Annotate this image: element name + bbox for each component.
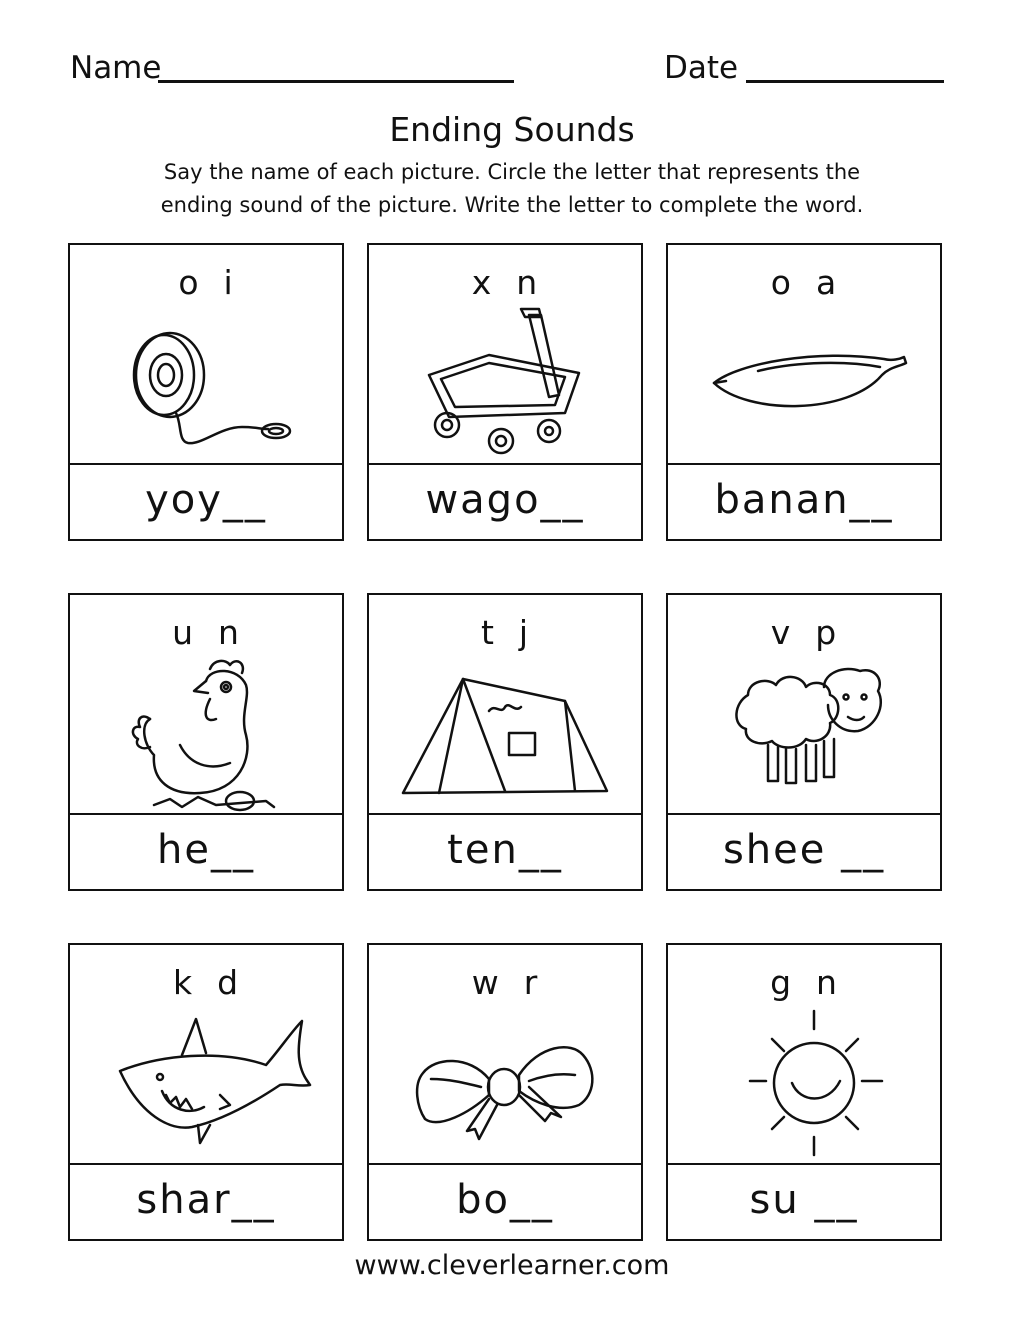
date-label: Date [664, 50, 739, 86]
card-tent [367, 593, 643, 891]
sheep-icon [668, 595, 940, 813]
letter-choice[interactable]: o [178, 263, 200, 302]
word-tent: ten__ [447, 827, 563, 873]
card-sheep [666, 593, 942, 891]
word-hen: he__ [157, 827, 255, 873]
letter-choice[interactable]: u [172, 613, 194, 652]
banana-icon [668, 245, 940, 463]
date-line[interactable] [746, 80, 944, 83]
card-sun [666, 943, 942, 1241]
word-sheep: shee __ [722, 827, 886, 873]
picture-area [668, 945, 940, 1165]
bow-icon [369, 945, 641, 1163]
letter-choice[interactable]: r [523, 963, 539, 1002]
picture-area [369, 595, 641, 815]
card-bow [367, 943, 643, 1241]
instruction-line-2: ending sound of the picture. Write the letter to complete the word. [160, 193, 864, 217]
worksheet-title: Ending Sounds [389, 110, 635, 149]
picture-area [70, 245, 342, 465]
letter-choice[interactable]: d [217, 963, 240, 1002]
letter-choice[interactable]: i [223, 263, 234, 302]
hen-icon [70, 595, 342, 813]
letter-choice[interactable]: k [172, 963, 194, 1002]
picture-area [369, 245, 641, 465]
letter-choice[interactable]: n [516, 263, 539, 302]
word-bow: bo__ [456, 1177, 554, 1223]
card-yoyo [68, 243, 344, 541]
word-sun: su __ [749, 1177, 859, 1223]
word-banana: banan__ [714, 477, 894, 523]
letter-choice[interactable]: t [480, 613, 495, 652]
name-label: Name [70, 50, 162, 86]
sun-icon [668, 945, 940, 1163]
footer-url[interactable]: www.cleverlearner.com [354, 1250, 670, 1281]
picture-area [70, 595, 342, 815]
card-hen [68, 593, 344, 891]
tent-icon [369, 595, 641, 813]
letter-choice[interactable]: j [518, 613, 530, 652]
yoyo-icon [70, 245, 342, 463]
letter-choice[interactable]: x [471, 263, 493, 302]
card-wagon [367, 243, 643, 541]
letter-choice[interactable]: n [816, 963, 838, 1002]
picture-area [70, 945, 342, 1165]
wagon-icon [369, 245, 641, 463]
picture-area [369, 945, 641, 1165]
letter-choice[interactable]: w [471, 963, 500, 1002]
card-shark [68, 943, 344, 1241]
letter-choice[interactable]: g [770, 963, 793, 1002]
letter-choice[interactable]: v [770, 613, 792, 652]
word-shark: shar__ [136, 1177, 276, 1223]
card-banana [666, 243, 942, 541]
picture-area [668, 245, 940, 465]
name-line[interactable] [158, 80, 514, 83]
word-wagon: wago__ [425, 477, 585, 523]
shark-icon [70, 945, 342, 1163]
letter-choice[interactable]: o [770, 263, 792, 302]
letter-choice[interactable]: n [218, 613, 240, 652]
letter-choice[interactable]: a [815, 263, 838, 302]
instruction-line-1: Say the name of each picture. Circle the letter that represents the [163, 160, 861, 184]
picture-area [668, 595, 940, 815]
word-yoyo: yoy__ [145, 477, 267, 523]
letter-choice[interactable]: p [815, 613, 838, 652]
